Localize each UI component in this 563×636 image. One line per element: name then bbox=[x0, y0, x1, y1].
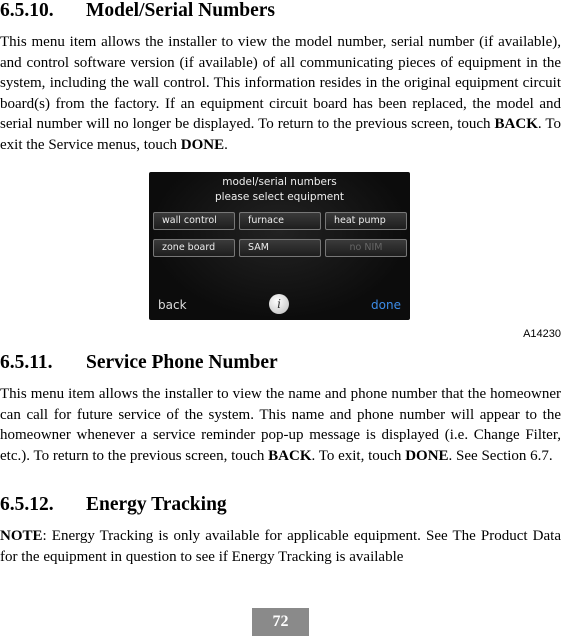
no-nim-button[interactable]: no NIM bbox=[325, 239, 407, 257]
section-number: 6.5.12. bbox=[0, 494, 54, 515]
section-heading-energy-tracking bbox=[0, 494, 227, 516]
section-number: 6.5.11. bbox=[0, 352, 53, 373]
page-number: 72 bbox=[252, 608, 309, 636]
thermostat-screen bbox=[149, 172, 410, 320]
section-heading-service-phone bbox=[0, 352, 278, 374]
sam-button[interactable]: SAM bbox=[239, 239, 321, 257]
heat-pump-button[interactable]: heat pump bbox=[325, 212, 407, 230]
section-number: 6.5.10. bbox=[0, 0, 54, 21]
section-heading-model-serial bbox=[0, 0, 275, 22]
wall-control-button[interactable]: wall control bbox=[153, 212, 235, 230]
model-serial-paragraph: This menu item allows the installer to view the model number, serial number (if available), and control software version (if available) of all communicating pieces of equipment in the system, including the wall control. This information resides in the original equipment circuit board(s) from the factory. If an equipment circuit board has been replaced, the model and serial number will no longer be displayed. To return to the previous screen, touch BACK. To exit the Service menus, touch DONE. bbox=[0, 34, 561, 153]
furnace-button[interactable]: furnace bbox=[239, 212, 321, 230]
energy-tracking-note: NOTE: Energy Tracking is only available for applicable equipment. See The Product Data for the equipment in question to see if Energy Tracking is available bbox=[0, 528, 561, 565]
done-button[interactable]: done bbox=[371, 298, 401, 312]
screen-subtitle: please select equipment bbox=[214, 191, 345, 203]
section-title: Model/Serial Numbers bbox=[86, 0, 276, 21]
section-title: Energy Tracking bbox=[86, 494, 227, 515]
service-phone-paragraph: This menu item allows the installer to view the name and phone number that the homeowner can call for future service of the system. This name and phone number will appear to the homeowner whenever a service reminder pop-up message is displayed (i.e. Change Filter, etc.). To return to the previous screen, touch BACK. To exit, touch DONE. See Section 6.7. bbox=[0, 386, 561, 464]
section-title: Service Phone Number bbox=[86, 352, 278, 373]
info-icon[interactable]: i bbox=[269, 294, 289, 314]
figure-label: A14230 bbox=[523, 328, 561, 340]
screen-title: model/serial numbers bbox=[222, 176, 337, 188]
zone-board-button[interactable]: zone board bbox=[153, 239, 235, 257]
back-button[interactable]: back bbox=[158, 298, 187, 312]
